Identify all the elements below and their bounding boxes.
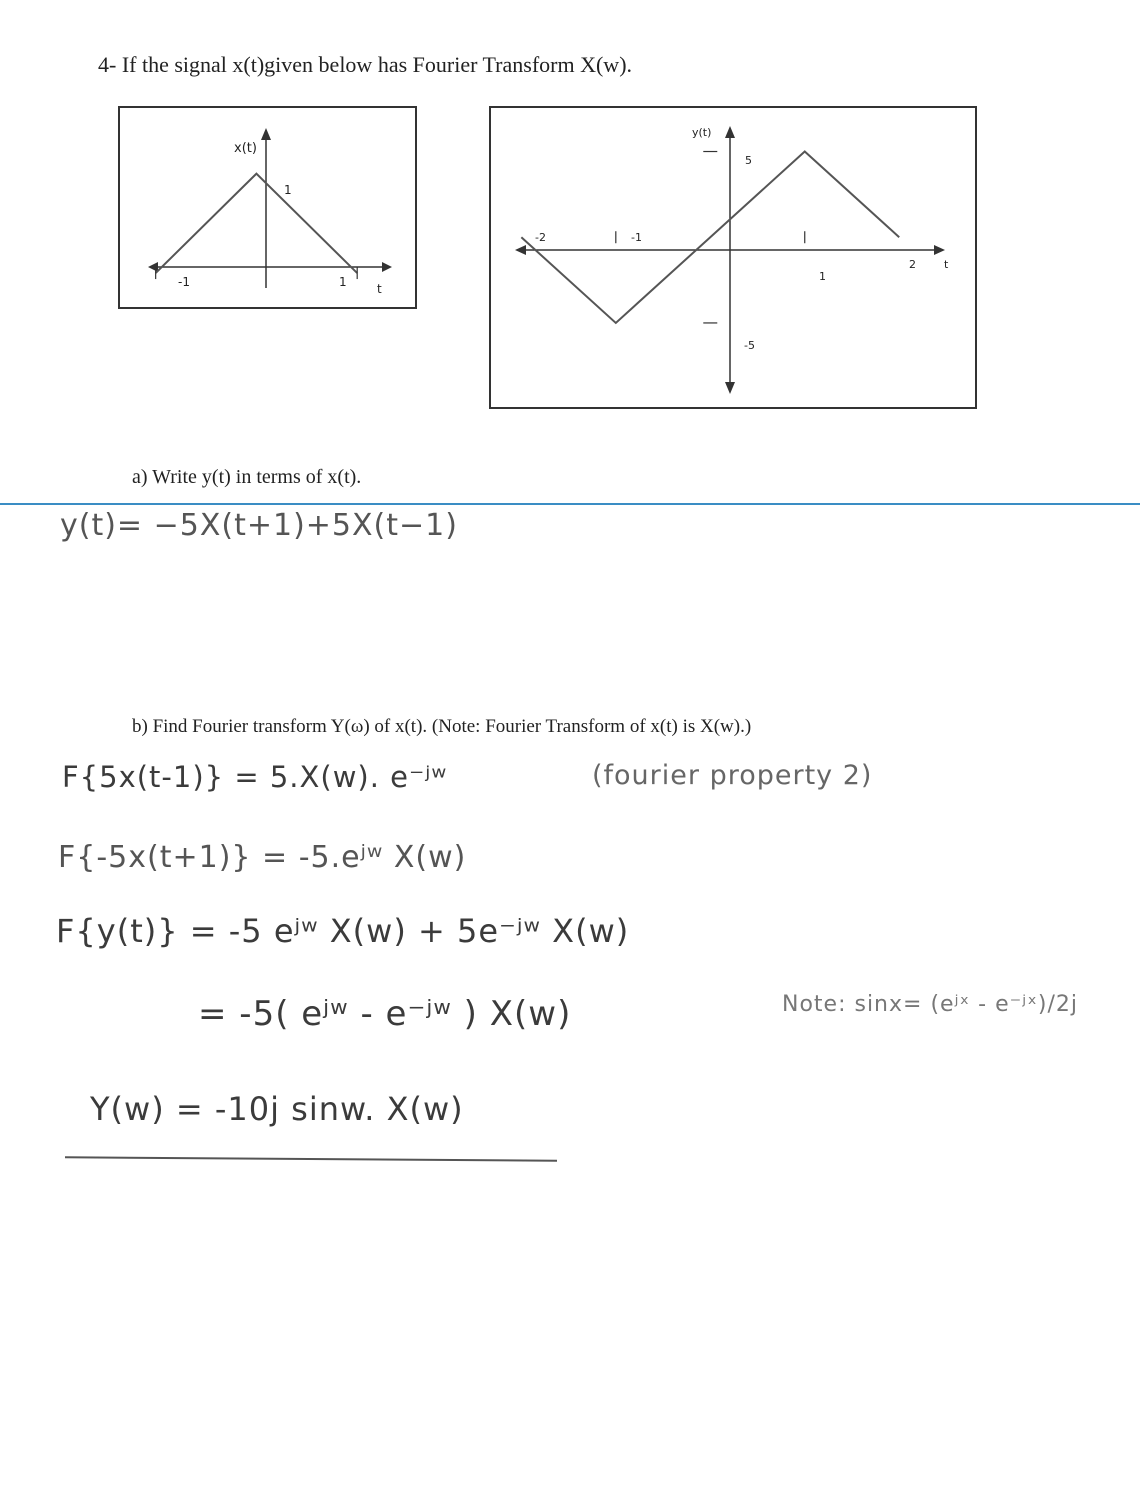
answer-b-final: Y(w) = -10j sinw. X(w): [90, 1090, 464, 1128]
x-plot-peak-label: 1: [284, 183, 292, 197]
answer-a: y(t)= −5X(t+1)+5X(t−1): [60, 508, 458, 543]
answer-b-line-2: F{-5x(t+1)} = -5.eʲʷ X(w): [58, 840, 467, 875]
part-a-prompt: a) Write y(t) in terms of x(t).: [132, 466, 362, 488]
answer-b-line-1: F{5x(t-1)} = 5.X(w). e⁻ʲʷ: [62, 760, 448, 794]
final-answer-underline: [65, 1156, 557, 1161]
y-plot-tick-label: -5: [744, 339, 755, 352]
y-plot-tick-label: -2: [535, 231, 546, 244]
x-axis-arrow-left: [515, 245, 526, 255]
y-plot-frame: [489, 106, 977, 409]
y-plot-tick-label: 1: [819, 270, 826, 283]
series-line: [521, 152, 899, 323]
y-axis-arrow-top: [725, 126, 735, 138]
part-b-prompt: b) Find Fourier transform Y(ω) of x(t). (Note: Fourier Transform of x(t) is X(w).): [132, 716, 752, 737]
y-plot-axes: [515, 126, 945, 394]
answer-b-sine-note: Note: sinx= (eʲˣ - e⁻ʲˣ)/2j: [782, 992, 1078, 1017]
x-plot-tick-label: 1: [339, 275, 347, 289]
y-plot-tick-label: 5: [745, 154, 752, 167]
answer-b-line-3: F{y(t)} = -5 eʲʷ X(w) + 5e⁻ʲʷ X(w): [56, 912, 630, 950]
answer-b-line-4: = -5( eʲʷ - e⁻ʲʷ ) X(w): [198, 994, 572, 1034]
x-plot-frame: [118, 106, 417, 309]
y-axis-arrow-bottom: [725, 382, 735, 394]
x-plot: [120, 108, 415, 307]
y-plot-tick-label: -1: [631, 231, 642, 244]
y-plot: [491, 108, 975, 407]
answer-b-note-1: (fourier property 2): [592, 760, 873, 791]
y-plot-tick-label: 2: [909, 258, 916, 271]
x-axis-arrow-right: [934, 245, 945, 255]
x-plot-ylabel: x(t): [234, 141, 257, 156]
divider-line: [0, 503, 1140, 505]
x-plot-tick-label: -1: [178, 275, 190, 289]
series-line: [156, 174, 358, 273]
y-axis-arrow: [261, 128, 271, 140]
question-title: 4- If the signal x(t)given below has Fourier Transform X(w).: [98, 52, 633, 77]
x-plot-axes: [148, 128, 392, 288]
x-plot-xlabel: t: [377, 282, 382, 296]
x-axis-arrow-right: [382, 262, 392, 272]
y-plot-xlabel: t: [944, 258, 949, 271]
x-axis-arrow-left: [148, 262, 158, 272]
y-plot-ylabel: y(t): [692, 126, 712, 139]
